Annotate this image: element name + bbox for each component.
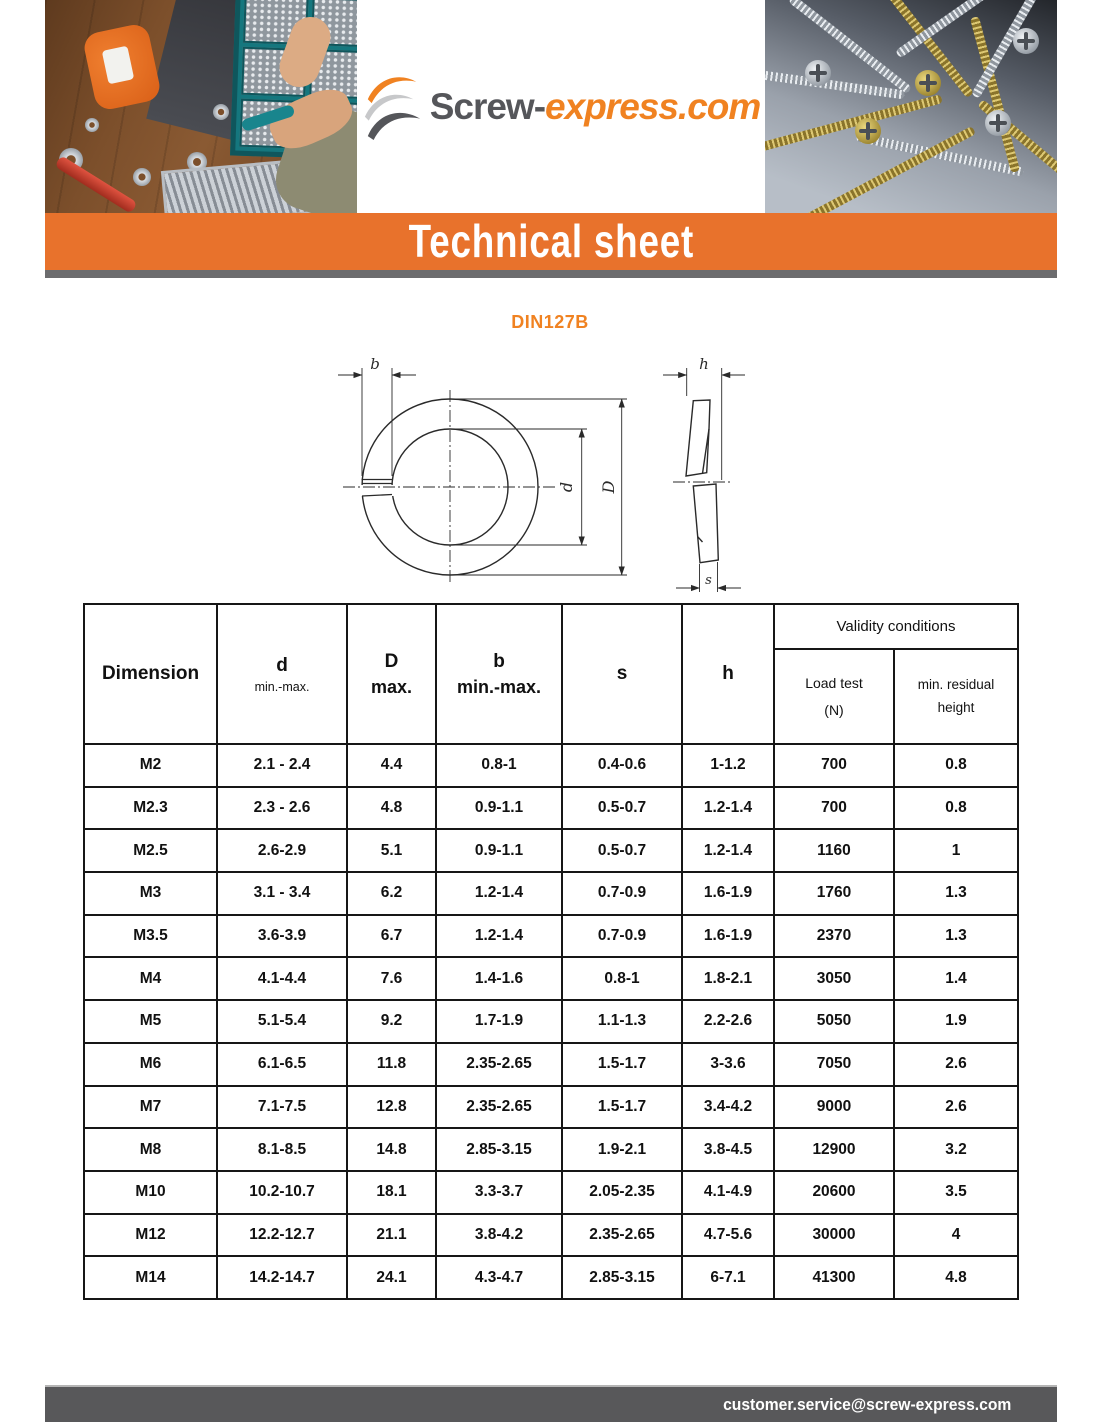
row-value: 3.2 (894, 1128, 1018, 1171)
table-row (84, 1128, 1018, 1171)
row-value: 0.9-1.1 (436, 829, 562, 872)
logo-text (430, 86, 761, 128)
table-row (84, 744, 1018, 787)
decor-screw-head (915, 70, 941, 96)
row-value: 0.5-0.7 (562, 787, 682, 830)
row-value: 1.9-2.1 (562, 1128, 682, 1171)
washer-technical-drawing (325, 352, 755, 602)
row-dimension: M10 (84, 1171, 217, 1214)
row-value: 2.1 - 2.4 (217, 744, 347, 787)
row-value: 2.6-2.9 (217, 829, 347, 872)
table-row (84, 787, 1018, 830)
col-header-h: h (682, 604, 774, 744)
decor-washer (133, 168, 151, 186)
row-value: 0.8-1 (562, 957, 682, 1000)
row-value: 700 (774, 787, 894, 830)
row-value: 6.2 (347, 872, 436, 915)
row-value: 12.2-12.7 (217, 1214, 347, 1257)
row-value: 7.6 (347, 957, 436, 1000)
row-value: 14.2-14.7 (217, 1256, 347, 1299)
row-value: 3.6-3.9 (217, 915, 347, 958)
row-dimension: M14 (84, 1256, 217, 1299)
row-value: 18.1 (347, 1171, 436, 1214)
row-value: 1.2-1.4 (436, 872, 562, 915)
dim-label-d: d (557, 481, 576, 493)
row-value: 0.8 (894, 787, 1018, 830)
row-value: 3.8-4.5 (682, 1128, 774, 1171)
row-value: 1.2-1.4 (682, 787, 774, 830)
row-value: 3.1 - 3.4 (217, 872, 347, 915)
row-value: 9.2 (347, 1000, 436, 1043)
load-test-line2: (N) (824, 701, 844, 718)
row-dimension: M2 (84, 744, 217, 787)
row-value: 1.6-1.9 (682, 915, 774, 958)
row-value: 1.5-1.7 (562, 1086, 682, 1129)
title-banner (45, 213, 1057, 270)
row-value: 21.1 (347, 1214, 436, 1257)
row-value: 5.1-5.4 (217, 1000, 347, 1043)
row-value: 7050 (774, 1043, 894, 1086)
row-value: 20600 (774, 1171, 894, 1214)
row-value: 3-3.6 (682, 1043, 774, 1086)
col-header-d (217, 604, 347, 744)
row-value: 1-1.2 (682, 744, 774, 787)
row-value: 3050 (774, 957, 894, 1000)
table-row (84, 1043, 1018, 1086)
row-value: 5.1 (347, 829, 436, 872)
row-dimension: M12 (84, 1214, 217, 1257)
row-value: 41300 (774, 1256, 894, 1299)
row-dimension: M2.5 (84, 829, 217, 872)
decor-washer (213, 104, 229, 120)
col-header-b-sub: min.-max. (456, 676, 542, 697)
row-value: 1.1-1.3 (562, 1000, 682, 1043)
residual-line2: height (937, 699, 975, 715)
row-value: 8.1-8.5 (217, 1128, 347, 1171)
row-value: 6-7.1 (682, 1256, 774, 1299)
row-dimension: M6 (84, 1043, 217, 1086)
row-value: 2.3 - 2.6 (217, 787, 347, 830)
row-value: 4.8 (347, 787, 436, 830)
row-value: 2.35-2.65 (436, 1043, 562, 1086)
col-header-D (347, 604, 436, 744)
contact-email: customer.service@screw-express.com (722, 1395, 1011, 1414)
row-value: 6.7 (347, 915, 436, 958)
row-value: 24.1 (347, 1256, 436, 1299)
row-value: 10.2-10.7 (217, 1171, 347, 1214)
row-value: 30000 (774, 1214, 894, 1257)
row-value: 0.4-0.6 (562, 744, 682, 787)
row-value: 5050 (774, 1000, 894, 1043)
row-dimension: M3.5 (84, 915, 217, 958)
table-row (84, 1000, 1018, 1043)
row-value: 4.4 (347, 744, 436, 787)
spec-table (83, 603, 1019, 1300)
col-header-b (436, 604, 562, 744)
col-header-D-sub: max. (370, 676, 413, 697)
logo (362, 72, 761, 142)
residual-line1: min. residual (917, 676, 995, 692)
dim-label-b: b (370, 355, 380, 373)
row-value: 1.7-1.9 (436, 1000, 562, 1043)
dim-label-h: h (699, 355, 709, 373)
col-header-dimension: Dimension (84, 604, 217, 744)
row-value: 1.2-1.4 (682, 829, 774, 872)
logo-area (357, 0, 765, 213)
dim-label-D: D (599, 480, 618, 494)
row-value: 1.3 (894, 915, 1018, 958)
row-dimension: M2.3 (84, 787, 217, 830)
row-value: 1.4-1.6 (436, 957, 562, 1000)
row-value: 0.9-1.1 (436, 787, 562, 830)
decor-screw (856, 132, 1024, 176)
row-value: 0.5-0.7 (562, 829, 682, 872)
row-value: 4.8 (894, 1256, 1018, 1299)
row-value: 2.05-2.35 (562, 1171, 682, 1214)
photo-right-screw-pile (765, 0, 1057, 213)
screw-swoosh-icon (362, 72, 424, 142)
row-value: 14.8 (347, 1128, 436, 1171)
row-value: 4.1-4.9 (682, 1171, 774, 1214)
row-value: 3.5 (894, 1171, 1018, 1214)
row-value: 2.85-3.15 (436, 1128, 562, 1171)
row-dimension: M8 (84, 1128, 217, 1171)
row-value: 0.7-0.9 (562, 915, 682, 958)
row-value: 2.6 (894, 1086, 1018, 1129)
row-value: 1.5-1.7 (562, 1043, 682, 1086)
row-value: 2.6 (894, 1043, 1018, 1086)
row-value: 2.35-2.65 (562, 1214, 682, 1257)
row-dimension: M3 (84, 872, 217, 915)
table-row (84, 1086, 1018, 1129)
row-value: 2370 (774, 915, 894, 958)
photo-left-workbench (45, 0, 357, 213)
row-value: 0.8-1 (436, 744, 562, 787)
validity-conditions-header: Validity conditions (774, 604, 1018, 649)
col-header-D-label: D (384, 650, 399, 672)
row-value: 1.9 (894, 1000, 1018, 1043)
row-value: 0.8 (894, 744, 1018, 787)
row-dimension: M4 (84, 957, 217, 1000)
row-value: 1.4 (894, 957, 1018, 1000)
table-row (84, 1256, 1018, 1299)
row-value: 4.1-4.4 (217, 957, 347, 1000)
col-header-residual (894, 649, 1018, 744)
decor-washer (85, 118, 99, 132)
dim-label-s: s (705, 573, 712, 588)
row-value: 4 (894, 1214, 1018, 1257)
header (45, 0, 1057, 213)
row-value: 3.4-4.2 (682, 1086, 774, 1129)
row-value: 9000 (774, 1086, 894, 1129)
decor-screw-head (1013, 28, 1039, 54)
row-dimension: M5 (84, 1000, 217, 1043)
row-value: 2.85-3.15 (562, 1256, 682, 1299)
row-value: 12900 (774, 1128, 894, 1171)
row-value: 3.8-4.2 (436, 1214, 562, 1257)
row-value: 1.2-1.4 (436, 915, 562, 958)
logo-text-express: express.com (545, 85, 761, 127)
decor-screw-head (805, 60, 831, 86)
decor-screw-head (985, 110, 1011, 136)
page-title: Technical sheet (408, 215, 694, 267)
col-header-d-sub: min.-max. (254, 679, 310, 694)
row-value: 1.8-2.1 (682, 957, 774, 1000)
table-row (84, 829, 1018, 872)
decor-screw-head (855, 118, 881, 144)
row-value: 700 (774, 744, 894, 787)
row-value: 11.8 (347, 1043, 436, 1086)
load-test-line1: Load test (805, 674, 863, 691)
standard-label: DIN127B (511, 312, 589, 332)
row-value: 1.6-1.9 (682, 872, 774, 915)
col-header-s: s (562, 604, 682, 744)
row-value: 2.2-2.6 (682, 1000, 774, 1043)
row-dimension: M7 (84, 1086, 217, 1129)
row-value: 3.3-3.7 (436, 1171, 562, 1214)
spec-table-body (84, 744, 1018, 1299)
row-value: 1 (894, 829, 1018, 872)
banner-shadow-strip (45, 270, 1057, 278)
col-header-d-label: d (276, 654, 288, 676)
table-row (84, 1214, 1018, 1257)
row-value: 1.3 (894, 872, 1018, 915)
logo-text-screw: Screw- (429, 85, 546, 127)
col-header-b-label: b (493, 650, 505, 672)
table-row (84, 872, 1018, 915)
row-value: 1160 (774, 829, 894, 872)
row-value: 7.1-7.5 (217, 1086, 347, 1129)
table-row (84, 915, 1018, 958)
col-header-load-test (774, 649, 894, 744)
table-row (84, 957, 1018, 1000)
row-value: 0.7-0.9 (562, 872, 682, 915)
footer-bar (45, 1385, 1057, 1422)
row-value: 4.7-5.6 (682, 1214, 774, 1257)
row-value: 6.1-6.5 (217, 1043, 347, 1086)
table-row (84, 1171, 1018, 1214)
row-value: 12.8 (347, 1086, 436, 1129)
row-value: 1760 (774, 872, 894, 915)
row-value: 2.35-2.65 (436, 1086, 562, 1129)
row-value: 4.3-4.7 (436, 1256, 562, 1299)
